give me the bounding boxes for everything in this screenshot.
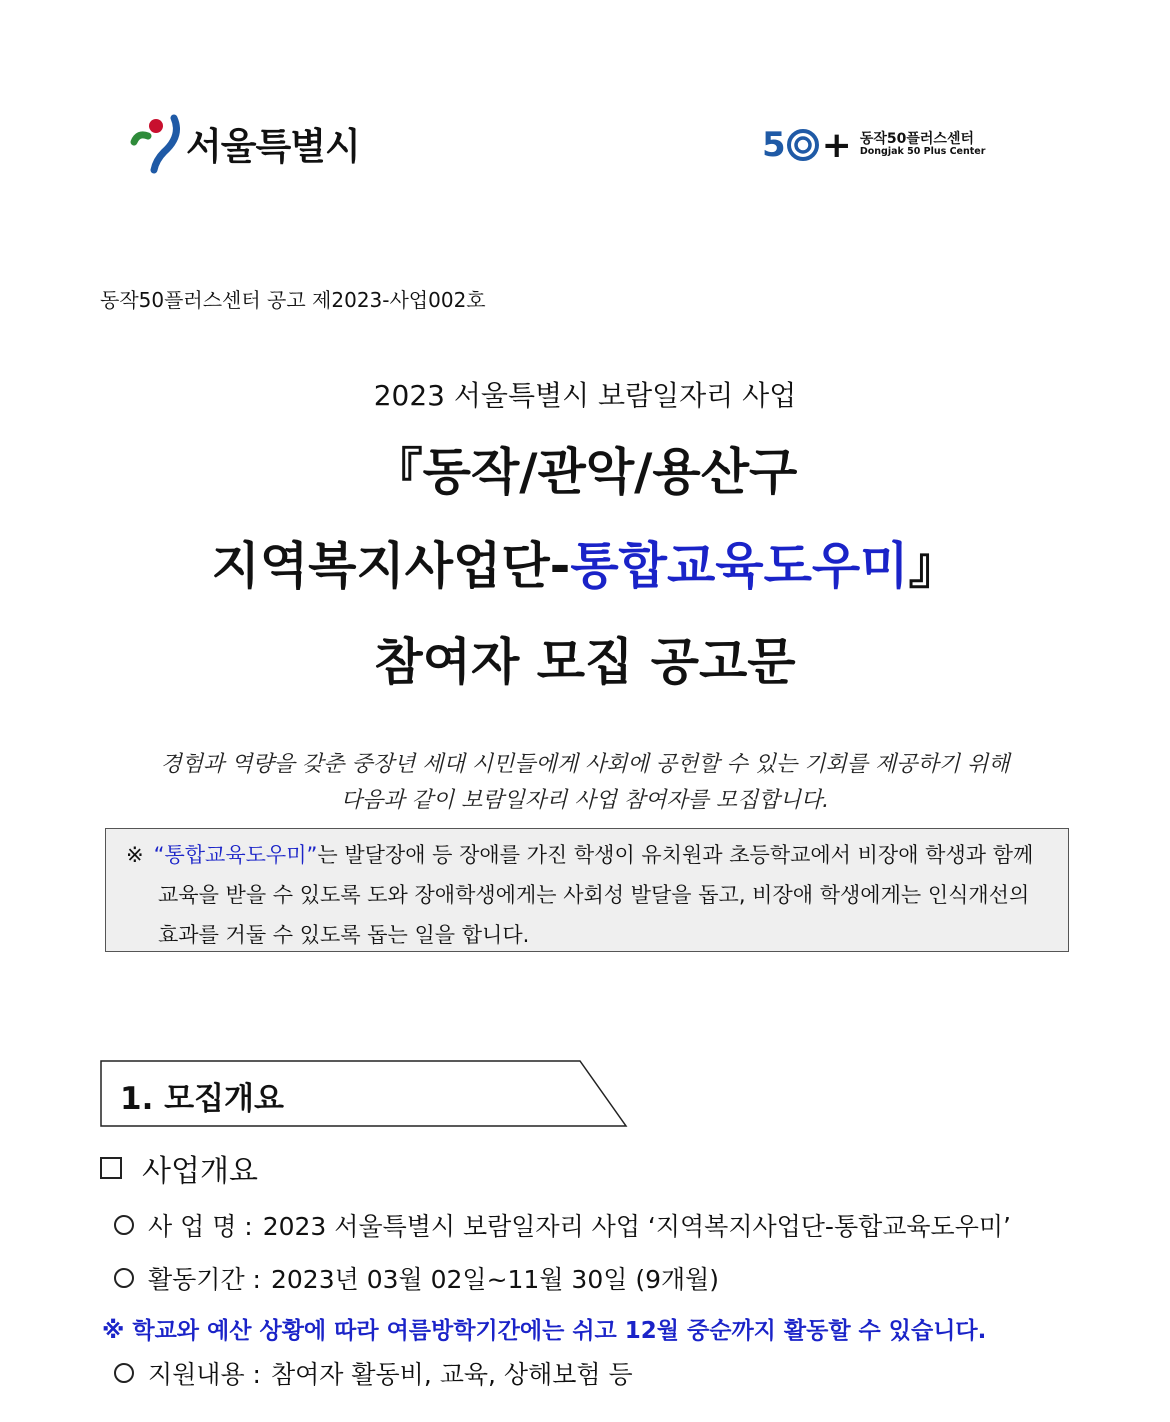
intro-line-2: 다음과 같이 보람일자리 사업 참여자를 모집합니다.	[340, 788, 830, 813]
circle-bullet-icon	[114, 1215, 134, 1235]
program-subtitle: 2023 서울특별시 보람일자리 사업	[373, 379, 797, 412]
center-logo-five: 5	[762, 125, 786, 165]
dongjak-50plus-logo	[762, 120, 1022, 170]
subheading-label: 사업개요	[142, 1154, 258, 1189]
center-logo-mark	[762, 125, 820, 165]
title-highlight: 통합교육도우미	[570, 537, 909, 595]
item-value: 2023 서울특별시 보람일자리 사업 ‘지역복지사업단-통합교육도우미’	[262, 1212, 1011, 1241]
note-mark: ※	[126, 843, 144, 867]
center-logo-plus: +	[821, 124, 852, 166]
checkbox-square-icon	[100, 1157, 122, 1179]
note-line-1	[126, 835, 1048, 875]
title-line-1: 『동작/관악/용산구	[372, 443, 798, 501]
target-circle-icon	[786, 128, 820, 162]
seoul-symbol-icon	[128, 112, 184, 174]
note-line-1-rest: 는 발달장애 등 장애를 가진 학생이 유치원과 초등학교에서 비장애 학생과 함께	[317, 843, 1034, 867]
item-label: 활동기간 :	[148, 1265, 261, 1294]
title-line-2-suffix: 』	[908, 537, 959, 595]
seoul-logo	[128, 108, 368, 178]
center-name-korean: 동작50플러스센터	[859, 131, 974, 148]
circle-bullet-icon	[114, 1268, 134, 1288]
item-value: 2023년 03월 02일~11월 30일 (9개월)	[270, 1265, 720, 1294]
section-heading-box	[100, 1060, 630, 1128]
subheading-business-overview	[100, 1146, 258, 1190]
note-line-2: 교육을 받을 수 있도록 도와 장애학생에게는 사회성 발달을 돕고, 비장애 학생에게는 인식개선의	[158, 883, 1030, 907]
title-line-2	[0, 526, 1170, 598]
circle-bullet-icon	[114, 1363, 134, 1383]
center-name-english: Dongjak 50 Plus Center	[859, 146, 986, 158]
note-term: “통합교육도우미”	[153, 843, 318, 867]
item-label: 지원내용 :	[148, 1360, 261, 1389]
notice-number: 동작50플러스센터 공고 제2023-사업002호	[100, 288, 486, 312]
overview-item-support	[114, 1355, 633, 1391]
period-warning-note: ※ 학교와 예산 상황에 따라 여름방학기간에는 쉬고 12월 중순까지 활동할 수 있습니다.	[102, 1318, 987, 1344]
title-line-2-prefix: 지역복지사업단-	[211, 537, 571, 595]
overview-item-business-name	[114, 1207, 1011, 1243]
seoul-logo-text: 서울특별시	[186, 125, 360, 168]
section-heading-label: 1. 모집개요	[120, 1081, 284, 1117]
overview-item-activity-period	[114, 1260, 719, 1296]
center-logo-names	[860, 132, 986, 158]
intro-line-1: 경험과 역량을 갖춘 중장년 세대 시민들에게 사회에 공헌할 수 있는 기회를 제공하기 위해	[160, 752, 1010, 777]
item-label: 사 업 명 :	[148, 1212, 253, 1241]
description-note-box	[105, 828, 1069, 952]
title-line-3: 참여자 모집 공고문	[374, 633, 796, 691]
item-value: 참여자 활동비, 교육, 상해보험 등	[270, 1360, 633, 1389]
note-line-3: 효과를 거둘 수 있도록 돕는 일을 합니다.	[158, 923, 530, 947]
